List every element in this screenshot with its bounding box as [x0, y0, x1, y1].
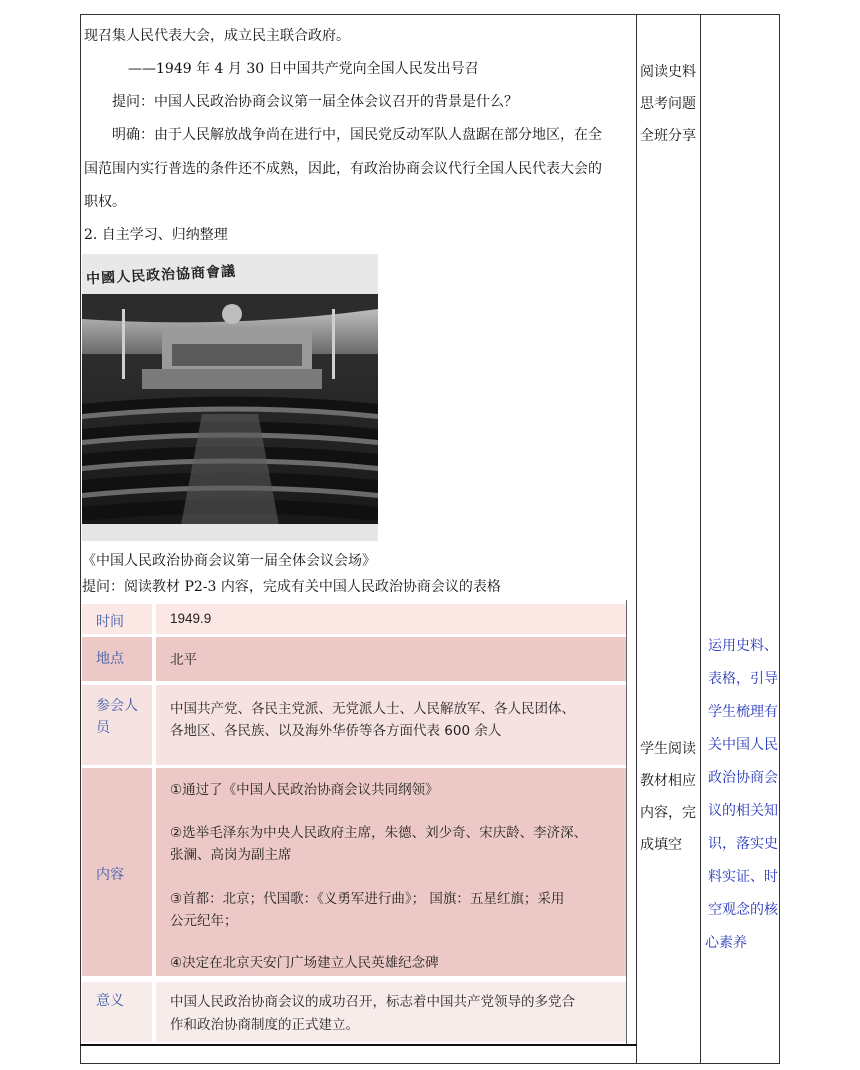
- inner-table-right: [626, 600, 627, 1044]
- content-value-cell: [156, 768, 626, 976]
- activity-think: 思考问题: [640, 96, 696, 112]
- time-label-cell: [82, 604, 152, 634]
- frame-col3: [700, 14, 701, 1064]
- frame-col2: [636, 14, 637, 1064]
- activity-share: 全班分享: [640, 128, 696, 144]
- participants-line-1: 中国共产党、各民主党派、无党派人士、人民解放军、各人民团体、: [170, 701, 575, 717]
- place-value: 北平: [170, 652, 197, 668]
- significance-value-cell: [156, 982, 626, 1042]
- activity-content: 内容，完: [640, 805, 696, 821]
- background-question: 提问：中国人民政治协商会议第一届全体会议召开的背景是什么？: [112, 94, 518, 110]
- content-item-1: ①通过了《中国人民政治协商会议共同纲领》: [170, 782, 439, 798]
- answer-line-1: 明确：由于人民解放战争尚在进行中，国民党反动军队人盘踞在部分地区，在全: [112, 127, 602, 143]
- activity-read: 阅读史料: [640, 64, 696, 80]
- frame-top: [80, 14, 780, 15]
- significance-line-2: 作和政治协商制度的正式建立。: [170, 1017, 359, 1033]
- table-row-content: [82, 768, 626, 976]
- aim-line: 识，落实史: [708, 836, 778, 852]
- table-row-place: [82, 637, 626, 681]
- participants-label-1: 参会人: [96, 697, 138, 713]
- aim-line: 运用史料、: [708, 638, 778, 654]
- frame-bottom: [80, 1063, 780, 1064]
- table-task: 提问：阅读教材 P2-3 内容，完成有关中国人民政治协商会议的表格: [82, 579, 501, 595]
- table-row-time: [82, 604, 626, 634]
- aim-line: 心素养: [705, 935, 747, 951]
- place-value-cell: [156, 637, 626, 681]
- activity-fill: 成填空: [640, 837, 682, 853]
- photo-banner-text: 中國人民政治協商會議: [85, 263, 237, 288]
- activity-textbook: 教材相应: [640, 773, 696, 789]
- aim-line: 议的相关知: [708, 803, 778, 819]
- content-item-4: ④决定在北京天安门广场建立人民英雄纪念碑: [170, 955, 439, 971]
- time-value-cell: [156, 604, 626, 634]
- place-label: 地点: [96, 650, 124, 666]
- activity-student-read: 学生阅读: [640, 741, 696, 757]
- section-heading: 2. 自主学习、归纳整理: [84, 227, 228, 243]
- time-label: 时间: [96, 613, 124, 629]
- intro-line: 现召集人民代表大会，成立民主联合政府。: [84, 28, 350, 44]
- content-label-cell: [82, 768, 152, 976]
- participants-value-cell: [156, 685, 626, 765]
- aim-line: 料实证、时: [708, 869, 778, 885]
- source-citation: ——1949 年 4 月 30 日中国共产党向全国人民发出号召: [128, 61, 479, 77]
- content-label: 内容: [96, 866, 124, 882]
- time-value: 1949.9: [170, 611, 212, 626]
- participants-label-cell: [82, 685, 152, 765]
- significance-label-cell: [82, 982, 152, 1042]
- participants-line-2: 各地区、各民族、以及海外华侨等各方面代表 600 余人: [170, 723, 502, 739]
- content-item-2a: ②选举毛泽东为中央人民政府主席，朱德、刘少奇、宋庆龄、李济深、: [170, 825, 588, 841]
- participants-label-2: 员: [96, 719, 110, 735]
- significance-label: 意义: [96, 992, 124, 1008]
- place-label-cell: [82, 637, 152, 681]
- photo-caption: 《中国人民政治协商会议第一届全体会议会场》: [82, 553, 376, 569]
- answer-line-2: 国范围内实行普选的条件还不成熟，因此，有政治协商会议代行全国人民代表大会的: [84, 161, 602, 177]
- aim-line: 表格，引导: [708, 671, 778, 687]
- table-row-participants: [82, 685, 626, 765]
- content-item-3b: 公元纪年；: [170, 913, 238, 929]
- aim-line: 学生梳理有: [708, 704, 778, 720]
- content-item-3a: ③首都：北京；代国歌：《义勇军进行曲》； 国旗：五星红旗；采用: [170, 891, 565, 907]
- significance-line-1: 中国人民政治协商会议的成功召开，标志着中国共产党领导的多党合: [170, 994, 575, 1010]
- table-row-significance: [82, 982, 626, 1042]
- answer-line-3: 职权。: [84, 194, 126, 210]
- table-end-rule: [80, 1044, 637, 1046]
- frame-left: [80, 14, 81, 1064]
- aim-line: 政治协商会: [708, 770, 778, 786]
- cppcc-hall-photo: [82, 254, 378, 541]
- aim-line: 空观念的核: [708, 902, 778, 918]
- content-item-2b: 张澜、高岗为副主席: [170, 847, 292, 863]
- aim-line: 关中国人民: [708, 737, 778, 753]
